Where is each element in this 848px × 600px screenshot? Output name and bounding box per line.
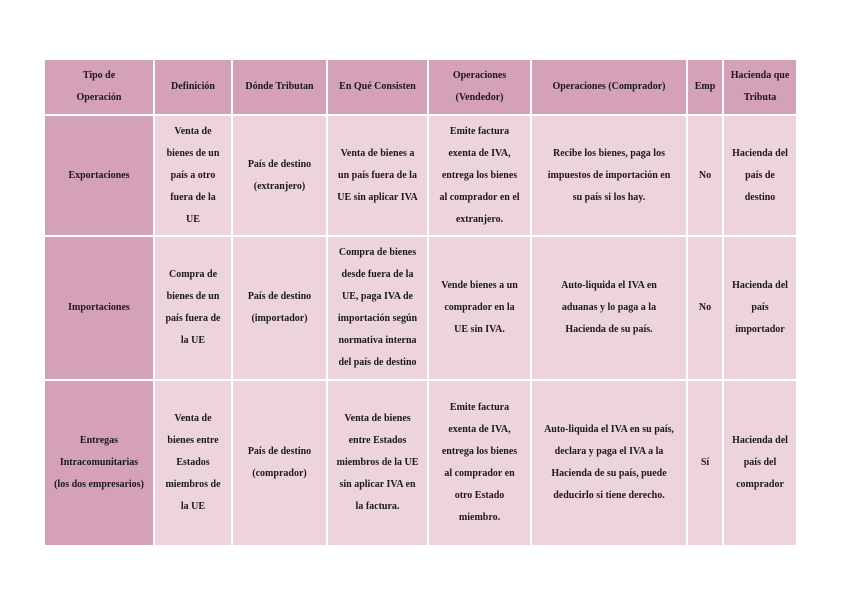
tipo-operacion-cell: Entregas Intracomunitarias (los dos empresarios) [45,381,155,547]
table-row-entregas-intracomunitarias [45,381,798,547]
hacienda-tributa-cell: Hacienda del país importador [724,237,798,381]
header-en-que-consisten: En Qué Consisten [328,60,429,116]
operations-table [45,60,798,547]
header-definicion: Definición [155,60,233,116]
header-hacienda-tributa: Hacienda que Tributa [724,60,798,116]
header-operaciones-vendedor: Operaciones (Vendedor) [429,60,532,116]
tipo-operacion-cell: Exportaciones [45,116,155,237]
header-tipo-operacion: Tipo de Operación [45,60,155,116]
hacienda-tributa-cell: Hacienda del país de destino [724,116,798,237]
emp-cell: No [688,116,724,237]
definicion-cell: Venta de bienes entre Estados miembros de la UE [155,381,233,547]
table-row-exportaciones [45,116,798,237]
header-donde-tributan: Dónde Tributan [233,60,328,116]
en-que-consisten-cell: Venta de bienes entre Estados miembros de la UE sin aplicar IVA en la factura. [328,381,429,547]
table-row-importaciones [45,237,798,381]
definicion-cell: Compra de bienes de un país fuera de la UE [155,237,233,381]
operaciones-vendedor-cell: Vende bienes a un comprador en la UE sin IVA. [429,237,532,381]
en-que-consisten-cell: Venta de bienes a un país fuera de la UE sin aplicar IVA [328,116,429,237]
donde-tributan-cell: País de destino (comprador) [233,381,328,547]
hacienda-tributa-cell: Hacienda del país del comprador [724,381,798,547]
header-row [45,60,798,116]
definicion-cell: Venta de bienes de un país a otro fuera de la UE [155,116,233,237]
donde-tributan-cell: País de destino (extranjero) [233,116,328,237]
operaciones-vendedor-cell: Emite factura exenta de IVA, entrega los bienes al comprador en otro Estado miembro. [429,381,532,547]
operaciones-comprador-cell: Recibe los bienes, paga los impuestos de importación en su país si los hay. [532,116,688,237]
header-operaciones-comprador: Operaciones (Comprador) [532,60,688,116]
en-que-consisten-cell: Compra de bienes desde fuera de la UE, paga IVA de importación según normativa interna del país de destino [328,237,429,381]
header-emp: Emp [688,60,724,116]
emp-cell: Sí [688,381,724,547]
tipo-operacion-cell: Importaciones [45,237,155,381]
emp-cell: No [688,237,724,381]
operaciones-vendedor-cell: Emite factura exenta de IVA, entrega los bienes al comprador en el extranjero. [429,116,532,237]
operaciones-comprador-cell: Auto-liquida el IVA en su país, declara y paga el IVA a la Hacienda de su país, puede deducirlo si tiene derecho. [532,381,688,547]
operaciones-comprador-cell: Auto-liquida el IVA en aduanas y lo paga a la Hacienda de su país. [532,237,688,381]
donde-tributan-cell: País de destino (importador) [233,237,328,381]
